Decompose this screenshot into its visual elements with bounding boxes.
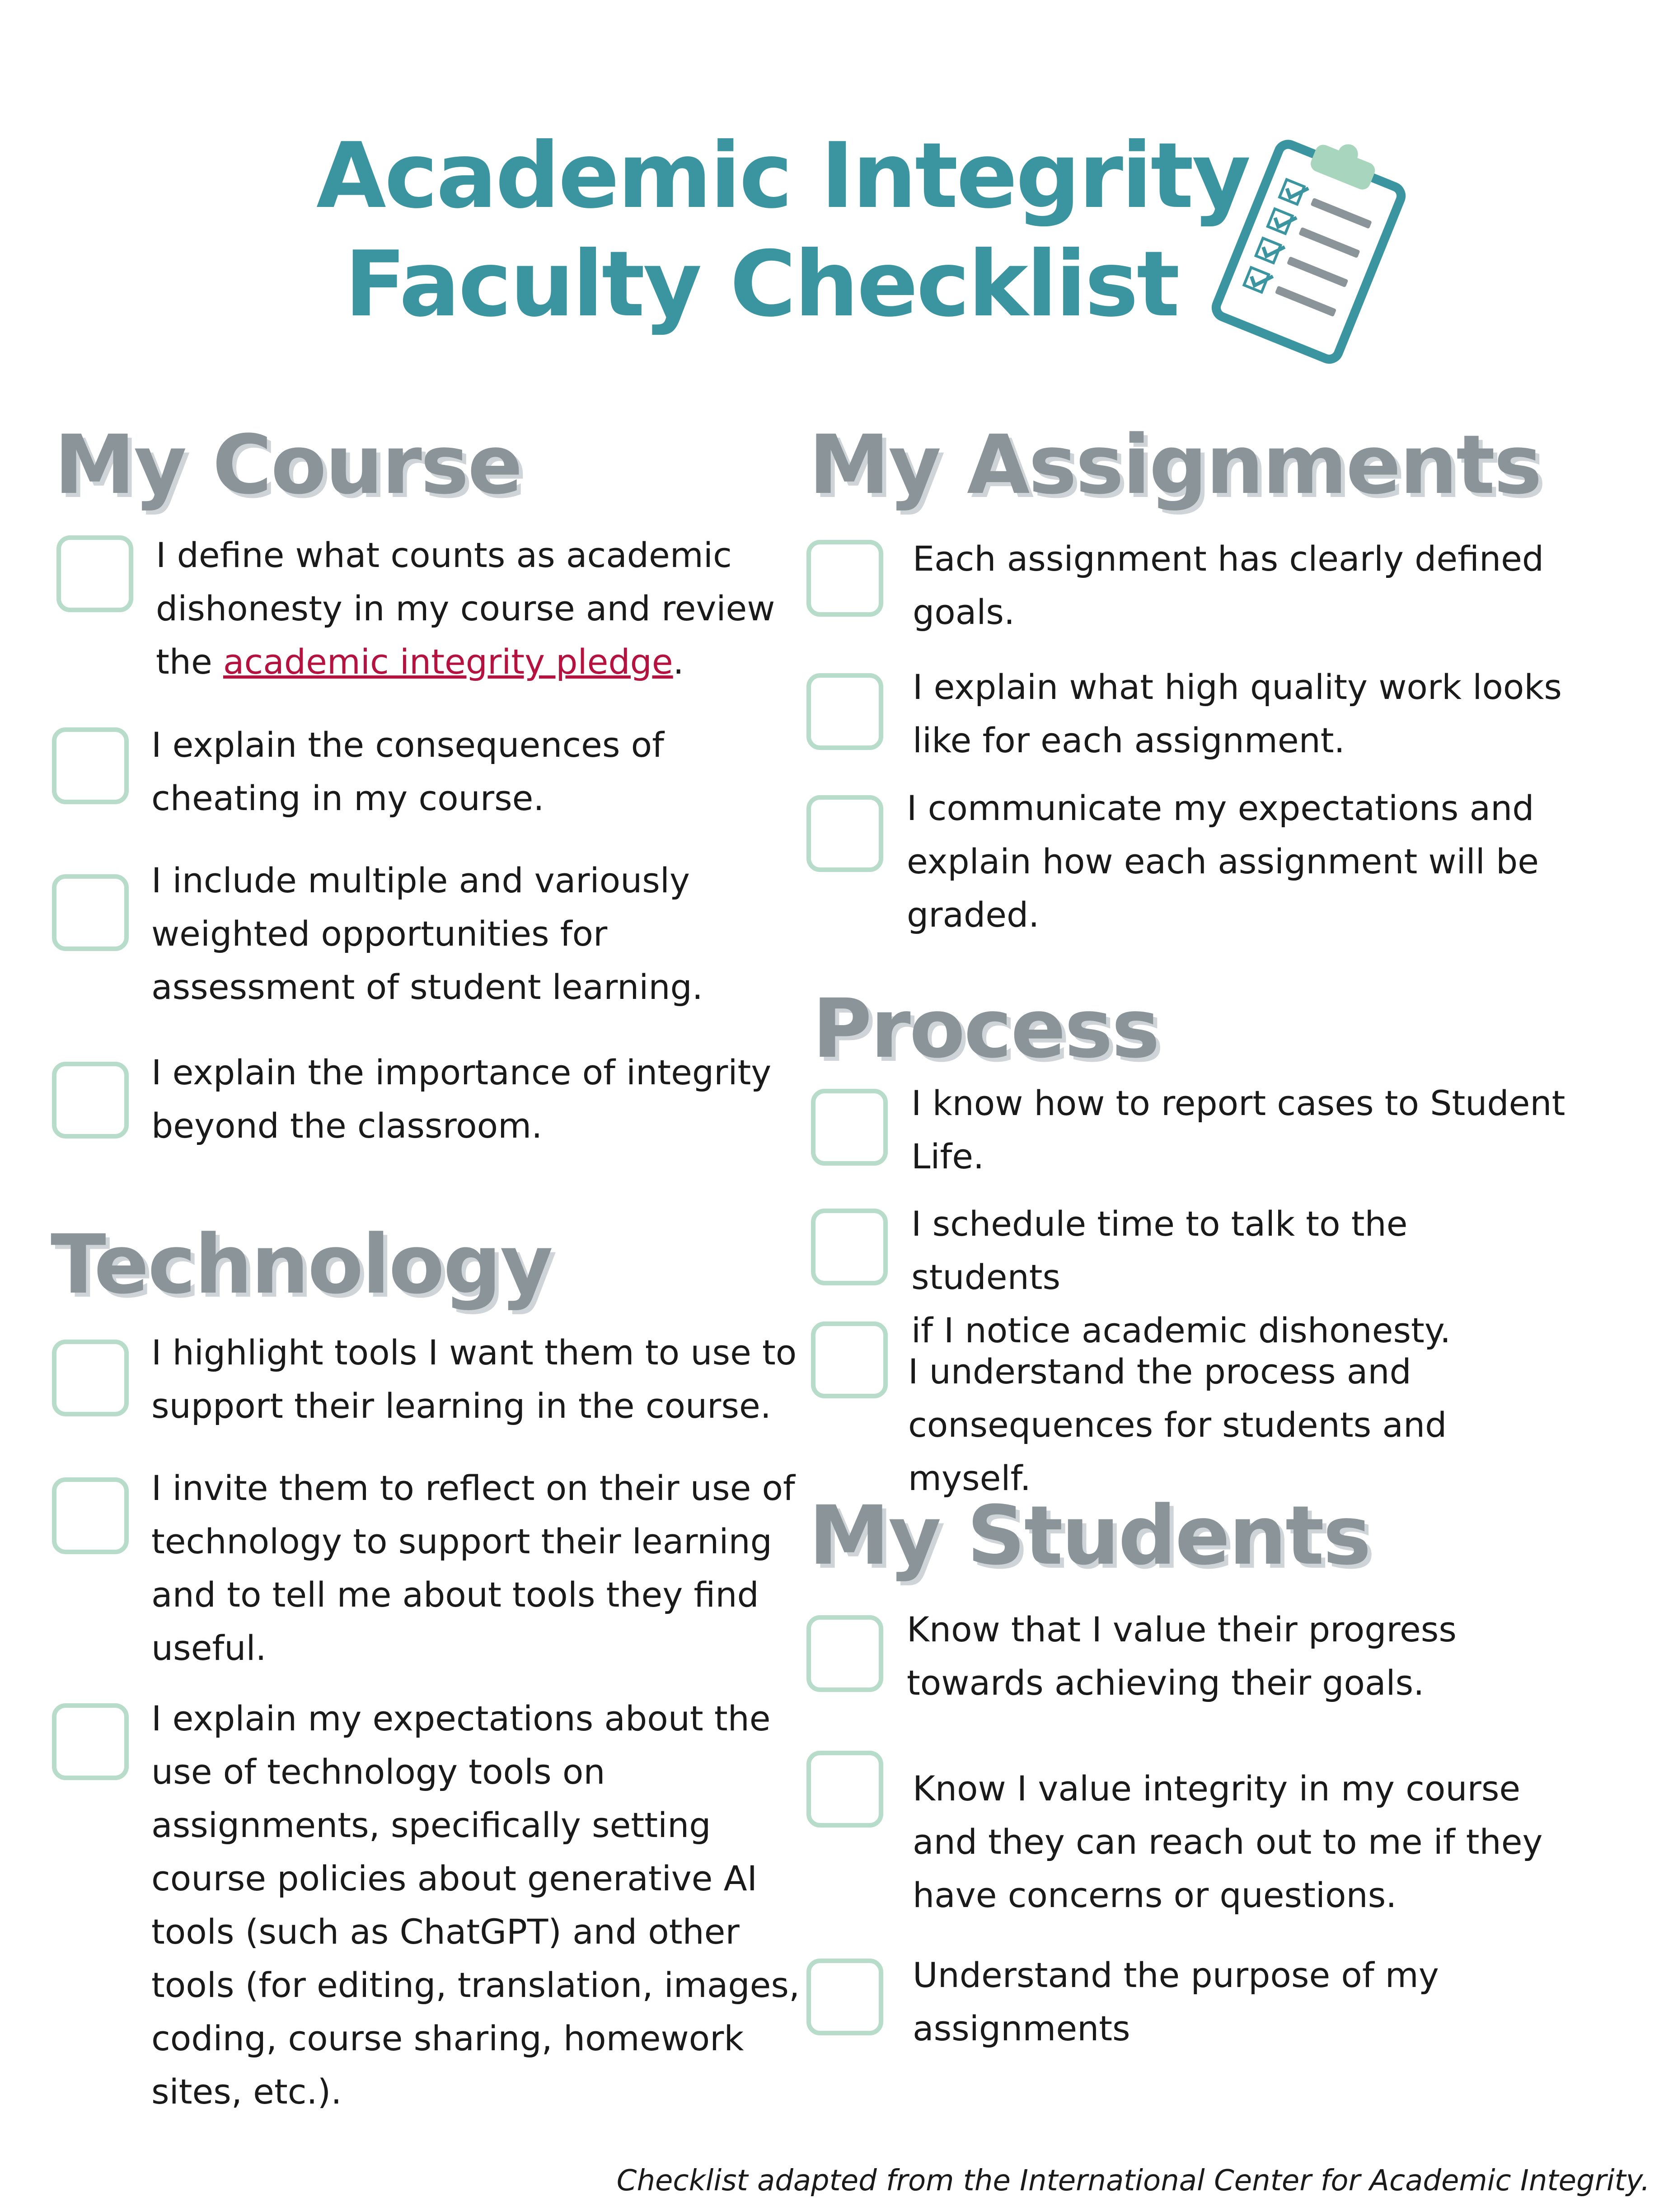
item-text: I know how to report cases to Student Life. — [911, 1083, 1565, 1176]
section-heading-my-students: My Students — [809, 1489, 1370, 1583]
item-text: I include multiple and variously weighted opportunities for assessment of student learning. — [151, 860, 703, 1007]
checkbox[interactable] — [806, 1751, 883, 1828]
academic-integrity-pledge-link[interactable]: academic integrity pledge — [223, 642, 673, 682]
item-text: Each assignment has clearly defined goals. — [913, 539, 1544, 632]
item-text: I highlight tools I want them to use to support their learning in the course. — [151, 1332, 797, 1426]
section-heading-technology: Technology — [51, 1218, 552, 1312]
checkbox[interactable] — [52, 874, 129, 951]
item-text: I explain my expectations about the use of technology tools on assignments, specifically setting course policies about generative AI tools (such as ChatGPT) and other tools (for editing, translation, images, coding, course sharing, homework sites, etc.). — [151, 1698, 800, 2112]
item-text: Know that I value their progress towards achieving their goals. — [907, 1609, 1457, 1703]
item-text-before: I define what counts as academic dishonesty in my course and review the — [156, 535, 775, 682]
item-text: I explain the consequences of cheating in my course. — [151, 725, 664, 818]
section-heading-my-course: My Course — [54, 418, 522, 512]
page-title — [316, 122, 1249, 339]
checkbox[interactable] — [811, 1322, 888, 1398]
checkbox[interactable] — [52, 1703, 129, 1780]
item-text: Know I value integrity in my course and they can reach out to me if they have concerns or questions. — [913, 1768, 1543, 1915]
item-text: I schedule time to talk to the students if I notice academic dishonesty. — [911, 1204, 1451, 1350]
title-line-2: Faculty Checklist — [344, 232, 1178, 337]
item-text: I understand the process and consequences for students and myself. — [908, 1351, 1447, 1498]
checkbox[interactable] — [806, 540, 883, 617]
footer-attribution: Checklist adapted from the International Center for Academic Integrity. — [616, 2164, 1650, 2198]
checkbox[interactable] — [52, 1477, 129, 1554]
title-line-1: Academic Integrity — [316, 123, 1249, 229]
item-text: I invite them to reflect on their use of technology to support their learning and to tell me about tools they find useful. — [151, 1468, 795, 1668]
checkbox[interactable] — [52, 1062, 129, 1139]
clipboard-checklist-icon — [1188, 131, 1423, 375]
checkbox[interactable] — [806, 795, 883, 872]
section-heading-process: Process — [812, 982, 1159, 1076]
checkbox[interactable] — [806, 1615, 883, 1692]
item-text: I explain the importance of integrity beyond the classroom. — [151, 1052, 772, 1146]
checkbox[interactable] — [806, 1959, 883, 2035]
section-heading-my-assignments: My Assignments — [809, 418, 1541, 512]
item-text — [156, 529, 811, 689]
checkbox[interactable] — [806, 673, 883, 750]
item-text: I communicate my expectations and explain how each assignment will be graded. — [907, 788, 1539, 935]
item-text-after: . — [673, 642, 684, 682]
item-text: I explain what high quality work looks like for each assignment. — [913, 667, 1562, 760]
checkbox[interactable] — [56, 535, 133, 612]
item-text: Understand the purpose of my assignments — [913, 1955, 1439, 2048]
checkbox[interactable] — [811, 1209, 888, 1285]
checkbox[interactable] — [52, 1340, 129, 1416]
checkbox[interactable] — [811, 1089, 888, 1166]
checkbox[interactable] — [52, 727, 129, 804]
